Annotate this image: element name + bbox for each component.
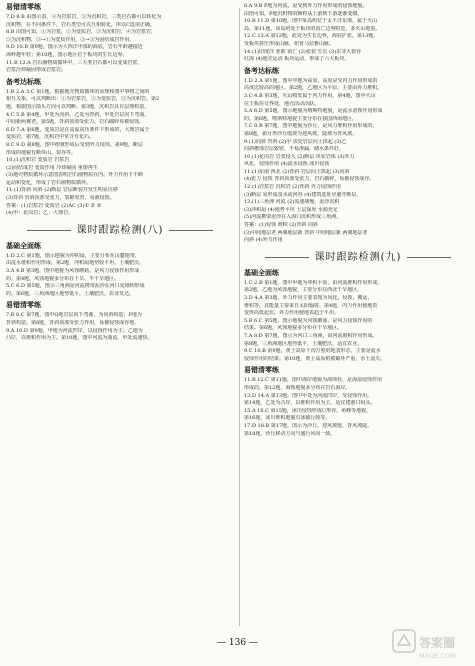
page-number-text: 136 xyxy=(228,638,247,648)
section-body xyxy=(6,312,234,342)
section-body xyxy=(244,78,472,245)
text-line: 变得高低起伏，外力作用使地表趋于平坦。 xyxy=(244,310,340,317)
text-line: 6.D 7.A 第6题，变质岩是在高温高压条件下形成的，大理岩属于 xyxy=(6,126,150,133)
text-line: 4.C 5.B 第4题，甲处为向斜，乙处为背斜，甲处岩层向下弯曲， xyxy=(6,111,150,118)
text-line: 红海 (4)地壳运动 板块运动，形成了六大板块。 xyxy=(244,56,350,63)
text-line: 沉积物，在不同条件下，岩石类型可以互相转化，所以C选项正确。 xyxy=(6,21,155,28)
text-line: 形成的地貌有断块山、裂谷等。 xyxy=(6,149,77,156)
text-line: (3)地壳物质循环示意图表明岩石圈物质在内、外力作用下不断 xyxy=(6,172,144,179)
text-line: 8.B 由图可知，①为岩浆，②为变质岩，③为沉积岩，④为岩浆岩， xyxy=(6,29,157,36)
watermark-logo xyxy=(392,628,470,662)
text-line: (3)冲积扇 (4)地势平坦 土层深厚 水源充足 xyxy=(244,206,338,213)
title-rule xyxy=(407,257,451,258)
text-line: 10.(1)沉积岩 变质岩 岩浆岩 xyxy=(6,157,70,164)
text-line: 位于板块交界处，地壳活动活跃。 xyxy=(244,100,320,107)
text-line: 5.C 6.D 第5题，图示三角洲是河流携带泥沙在河口处堆积形成 xyxy=(6,283,145,290)
text-line: 11.B 12.A 岩石圈物质循环中，三大类岩石都可以变成岩浆， xyxy=(6,59,143,66)
text-line: 3.C 4.B 第3题，火山喷发属于内力作用。第4题，图中火山 xyxy=(244,92,376,99)
text-line: 岩浆冷却凝固形成岩浆岩。 xyxy=(6,67,67,74)
text-line: 第8题，新月形沙丘缓坡为迎风坡，陡坡为背风坡。 xyxy=(244,130,358,137)
text-line: 结果。第6题，风蚀地貌多分布在干旱地区。 xyxy=(244,325,343,332)
section-body xyxy=(6,89,234,218)
text-line: 1.D 2.A 第1题，图中甲地为高原，高原是受内力作用形成的 xyxy=(244,77,378,84)
text-line: 14.(1)印度洋 亚欧 消亡 (2)张裂 生长 (3)东非大裂谷 xyxy=(244,48,362,55)
text-line: 8.A 9.B P地为河流，是受到外力作用形成的侵蚀地貌。 xyxy=(244,3,368,9)
text-line: 3.D 4.A 第3题，外力作用主要表现为风化、侵蚀、搬运、 xyxy=(244,295,373,301)
text-line: 7.C 8.B 第7题，图中地貌为沙丘，是风力堆积作用形成的。 xyxy=(244,123,378,130)
text-line: 第18题，沙丘移动方向与盛行风向一致。 xyxy=(244,430,336,437)
text-line: 变质岩。第7题，沉积岩中常含有化石。 xyxy=(6,134,95,141)
text-line: 风化、侵蚀作用 (4)流水侵蚀 冰川侵蚀 xyxy=(244,161,330,168)
text-line: (4)甲：花岗岩；乙：大理岩。 xyxy=(6,210,74,217)
section-body xyxy=(244,3,472,64)
text-line: ⑤为沉积物，③→①为变质作用，⑤→③为固结成岩作用。 xyxy=(6,36,135,43)
section-heading: 易错清零练 xyxy=(244,366,279,375)
section-body xyxy=(244,377,472,438)
text-line: 1.D 2.C 第1题，图示地貌为冲积扇，主要分布在山麓地带， xyxy=(6,252,140,259)
text-line: 5.B 6.C 第5题，图示地貌为风蚀蘑菇，是风力侵蚀作用的 xyxy=(244,317,373,324)
text-line: (5)河流携带泥沙在入海口沉积形成三角洲。 xyxy=(244,214,342,221)
text-line: 15.A 16.C 第15题，冰川侵蚀形成U形谷、角峰等地貌。 xyxy=(244,407,372,414)
text-line: 7.B 8.C 第7题，图中Q地岩层向下弯曲，为向斜构造；P地为 xyxy=(6,312,142,319)
text-line: 向斜 (4)外力作用 xyxy=(244,237,283,244)
logo-text: 答案圈 xyxy=(419,636,456,650)
text-line: 第16题，冰川堆积地貌有冰碛丘陵等。 xyxy=(244,415,331,422)
section-heading: 备考达标练 xyxy=(6,77,41,86)
lesson-title xyxy=(6,224,234,238)
text-line: 形成的。第12题，海蚀地貌多分布在岩石海岸。 xyxy=(244,384,351,391)
text-line: (3)中间地层老 两翼地层新 背斜 中间地层新 两翼地层老 xyxy=(244,229,368,236)
text-line: 第2题，乙地为风蚀地貌，主要分布在西北干旱地区。 xyxy=(244,287,363,294)
text-line: 9.C 10.B 第9题，黄土高原千沟万壑的地表形态，主要是流水 xyxy=(244,348,381,355)
text-line: 1.B 2.A 3.C 第1题，根据地壳物质循环的原理和图中事物之间的 xyxy=(6,88,150,95)
text-line: 的。第4题，风蚀地貌多分布在干旱、半干旱地区。 xyxy=(6,275,120,282)
text-line: 堆积等，其能量主要来自太阳辐射。第4题，内力作用使地表 xyxy=(244,302,378,309)
text-line: 第8题，三角洲地区地势低平，土壤肥沃，适宜农业。 xyxy=(244,340,363,347)
text-line: 岛。第11题，该岛屿处于板块的消亡边界附近，多火山地震。 xyxy=(244,25,381,32)
text-line: 向斜槽部岩层致密，不易渗漏，储水条件好。 xyxy=(244,146,345,153)
text-line: 7.A 8.D 第7题，图示为河口三角洲，由河流堆积作用形成。 xyxy=(244,332,378,339)
text-line: 高度比较高的地区。第2题，乙地区为平原，主要由外力堆积。 xyxy=(244,85,383,92)
text-line: 的。第6题，喀斯特地貌主要分布在我国西南地区。 xyxy=(244,115,358,122)
text-line: 5.A 6.D 第5题，图示地貌为喀斯特地貌，是流水溶蚀作用形成 xyxy=(244,108,383,115)
text-line: (4)张力 侵蚀 背斜顶部受张力，岩石破碎，易被侵蚀成谷。 xyxy=(244,176,375,183)
text-line: 第14题，乙处为凸岸，以堆积作用为主，适宜建港口码头。 xyxy=(244,400,376,407)
column-divider xyxy=(239,8,240,626)
text-line: 答案：(1)侵蚀 堆积 (2)背斜 向斜 xyxy=(244,222,318,229)
text-line: 7.D 8.B 由图示表，④为岩浆岩，⑤为沉积岩，三类岩石都可以转化为 xyxy=(6,14,162,20)
text-line: 中间新两翼老。第5题，背斜顶部受张力，岩石破碎易被侵蚀。 xyxy=(6,119,145,126)
text-line: (3)断层 易形成泉水或河谷 (4)建筑选址应避开断层。 xyxy=(244,191,362,198)
lesson-title-text: 课时跟踪检测(九) xyxy=(314,251,402,263)
text-line: 9.(1)向斜 背斜 (2)甲 该处岩层向上拱起 (3)乙 xyxy=(244,138,347,145)
text-line: 答案：(1)岩浆岩 变质岩 (2)AC (3)① ② ③ xyxy=(6,202,102,209)
text-line: 13.(1)三角洲 河流 (2)流速减慢，泥沙沉积 xyxy=(244,199,340,206)
lesson-title xyxy=(244,251,472,265)
left-column xyxy=(6,0,234,343)
text-line: 12.(1)岩浆岩 沉积岩 (2)背斜 外力侵蚀作用 xyxy=(244,184,341,191)
right-column xyxy=(244,0,472,438)
text-line: 10.(1)花岗岩 岩浆侵入 (2)断层 块状岩体 (3)外力 xyxy=(244,153,355,160)
text-line: 背斜构造。第8题，背斜顶部受张力作用，易被侵蚀成谷地。 xyxy=(6,320,140,326)
text-line: 由流水堆积作用形成。第2题，冲积扇地势较平坦，土壤肥沃。 xyxy=(6,260,145,267)
text-line: 11.B 12.C 第11题，图中海岸地貌为海蚀柱，是海浪侵蚀作用 xyxy=(244,377,382,384)
text-line: 侵蚀作用的结果。第10题，黄土高原植被破坏严重，水土流失。 xyxy=(244,355,386,362)
text-line: 9.D 10.B 第9题，图示为大西洋中部的海底，岩石年龄越接近 xyxy=(6,44,143,51)
lesson-title-text: 课时跟踪检测(八) xyxy=(76,224,164,236)
page-number: — 136 — xyxy=(217,638,258,648)
section-heading: 基础全面练 xyxy=(6,241,41,250)
title-rule xyxy=(265,257,309,258)
text-line: 题，根据图示箭头方向可以判断。第3题，沉积岩具有层理构造。 xyxy=(6,103,150,110)
text-line: 8.C 9.D 第8题，图中褶皱形成后受到外力侵蚀。第9题，断层 xyxy=(6,141,143,148)
section-heading: 易错清零练 xyxy=(6,301,41,310)
text-line: 12.C 13.A 第12题，此处为生长边界，海底扩张。第13题， xyxy=(244,33,379,40)
text-line: (2)固结成岩 变质作用 冷却凝固 重熔再生 xyxy=(6,164,98,171)
logo-subtext: MXQE.COM xyxy=(419,652,456,660)
text-line: 凸岸，以堆积作用为主。第10题，图中河流为曲流，甲处流速快。 xyxy=(6,335,153,342)
title-rule xyxy=(27,230,71,231)
watermark-logo-icon xyxy=(392,628,470,662)
section-body xyxy=(244,280,472,364)
section-heading: 备考达标练 xyxy=(244,66,279,75)
text-line: 1.C 2.B 第1题，图中甲地为冲积平原，由河流堆积作用形成。 xyxy=(244,279,383,286)
section-heading: 基础全面练 xyxy=(244,268,279,277)
text-line: (3)背斜 背斜顶部受张力，裂隙发育，易被侵蚀。 xyxy=(6,195,115,202)
text-line: 受板块挤压形成山脉，如喜马拉雅山脉。 xyxy=(244,40,335,47)
text-line: 海岭越年轻；第10题，图示地区位于板块的生长边界。 xyxy=(6,51,128,58)
text-line: 运动和变化，形成了岩石圈物质循环。 xyxy=(6,179,92,186)
section-body xyxy=(6,14,234,75)
text-line: 10.B 11.D 第10题，图中某岛屿位于太平洋东部，属于火山 xyxy=(244,18,378,25)
title-rule xyxy=(169,230,213,231)
text-line: 13.D 14.A 第13题，图中甲处为河流凹岸，受侵蚀作用。 xyxy=(244,392,373,399)
text-line: 相互关系，可以判断出：①为岩浆岩，②为变质岩，③为沉积岩。第2 xyxy=(6,96,160,103)
text-line: 9.A 10.D 第9题，甲地为河流凹岸，以侵蚀作用为主；乙地为 xyxy=(6,327,143,334)
section-body xyxy=(6,253,234,299)
text-line: 11.(1)东南 西北 (2)背斜 岩层向上拱起 (3)向斜 xyxy=(244,168,350,175)
text-line: 的。第6题，三角洲地区地势低平，土壤肥沃，农业发达。 xyxy=(6,290,135,297)
text-line: 17.D 18.B 第17题，图示为沙丘，迎风坡缓，背风坡陡。 xyxy=(244,422,373,429)
text-line: 由图可知，P地沉积物的颗粒从上游到下游逐渐变细。 xyxy=(244,10,363,17)
text-line: 11.(1)背斜 向斜 (2)断层 岩层断裂并发生明显位移 xyxy=(6,187,118,194)
section-heading: 易错清零练 xyxy=(6,3,41,11)
text-line: 3.A 4.B 第3题，图中地貌为风蚀蘑菇，是风力侵蚀作用形成 xyxy=(6,268,140,275)
